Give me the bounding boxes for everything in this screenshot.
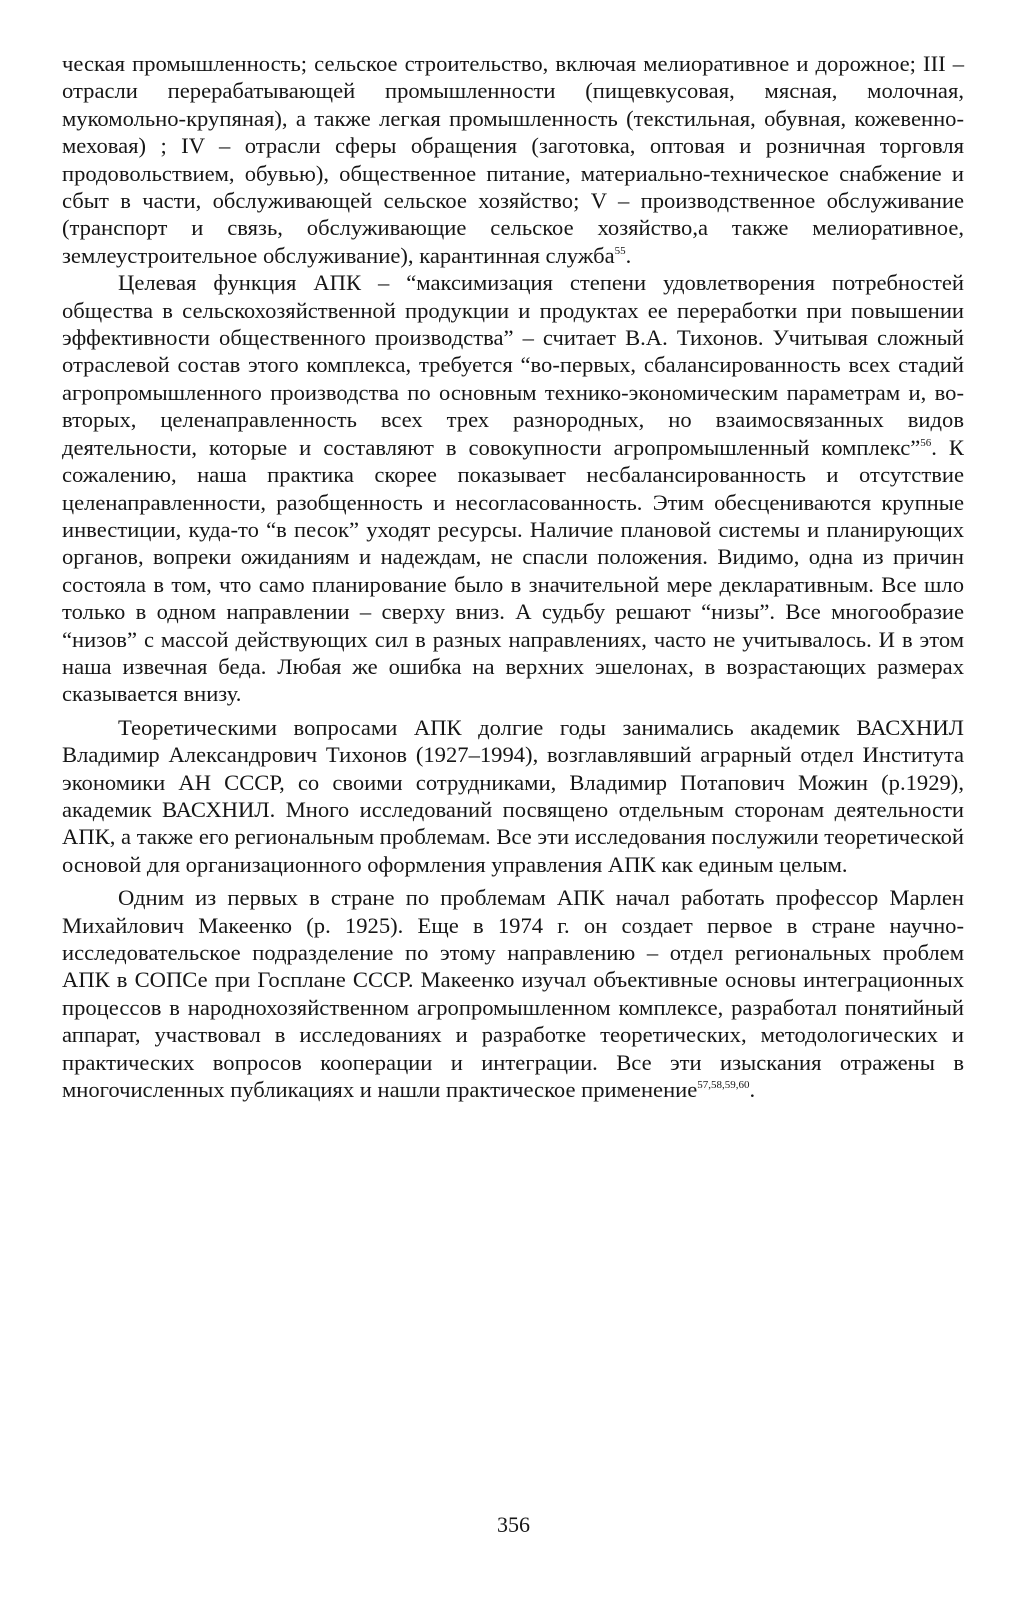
page-number: 356 bbox=[497, 1512, 530, 1537]
paragraph-text: Одним из первых в стране по проблемам АПК начал работать профессор Марлен Михайлович Макеенко (р. 1925). Еще в 1974 г. он создает первое в стране научно-исследовательское подразделение по этому направлению – отдел региональных проблем АПК в СОПСе при Госплане СССР. Макеенко изучал объективные основы интеграционных процессов в народнохозяйственном агропромышленном комплексе, разработал понятийный аппарат, участвовал в исследованиях и разработке теоретических, методологических и практических вопросов кооперации и интеграции. Все эти изыскания отражены в многочисленных публикациях и нашли практическое применение bbox=[62, 885, 964, 1103]
footnote-ref: 56 bbox=[920, 436, 932, 449]
paragraph-tail: . К сожалению, наша практика скорее показывает несбалансированность и отсутствие целенаправленности, разобщенность и несогласованность. Этим обесцениваются крупные инвестиции, куда-то “в песок” уходят ресурсы. Наличие плановой системы и планирующих органов, вопреки ожиданиям и надеждам, не спасли положения. Видимо, одна из причин состояла в том, что само планирование было в значительной мере декларативным. Все шло только в одном направлении – сверху вниз. А судьбу решают “низы”. Все многообразие “низов” с массой действующих сил в разных направлениях, часто не учитывалось. И в этом наша извечная беда. Любая же ошибка на верхних эшелонах, в возрастающих размерах сказывается внизу. bbox=[62, 434, 964, 707]
paragraph-theory bbox=[62, 714, 964, 878]
footnote-ref: 55 bbox=[614, 244, 626, 257]
paragraph-text: ческая промышленность; сельское строительство, включая мелиоративное и дорожное; III – отрасли перерабатывающей промышленности (пищевкусовая, мясная, молочная, мукомольно-крупяная), а также легкая промышленность (текстильная, обувная, кожевенно-меховая) ; IV – отрасли сферы обращения (заготовка, оптовая и розничная торговля продовольствием, обувью), общественное питание, материально-техническое снабжение и сбыт в части, обслуживающей сельское хозяйство; V – производственное обслуживание (транспорт и связь, обслуживающие сельское хозяйство,а также мелиоративное, землеустроительное обслуживание), карантинная служба bbox=[62, 51, 964, 268]
paragraph-makeenko bbox=[62, 884, 964, 1103]
paragraph-target-function bbox=[62, 269, 964, 708]
paragraph-tail: . bbox=[749, 1077, 756, 1103]
paragraph-tail: . bbox=[625, 242, 632, 268]
footnote-ref: 57,58,59,60 bbox=[697, 1079, 750, 1092]
paragraph-text: Теоретическими вопросами АПК долгие годы занимались академик ВАСХНИЛ Владимир Александрович Тихонов (1927–1994), возглавлявший аграрный отдел Института экономики АН СССР, со своими сотрудниками, Владимир Потапович Можин (р.1929), академик ВАСХНИЛ. Много исследований посвящено отдельным сторонам деятельности АПК, а также его региональным проблемам. Все эти исследования послужили теоретической основой для организационного оформления управления АПК как единым целым. bbox=[62, 714, 964, 877]
page-body bbox=[62, 50, 964, 1103]
paragraph-text: Целевая функция АПК – “максимизация степени удовлетворения потребностей общества в сельскохозяйственной продукции и продуктах ее переработки при повышении эффективности общественного производства” – считает В.А. Тихонов. Учитывая сложный отраслевой состав этого комплекса, требуется “во-первых, сбалансированность всех стадий агропромышленного производства по основным технико-экономическим параметрам и, во-вторых, целенаправленность всех трех разнородных, но взаимосвязанных видов деятельности, которые и составляют в совокупности агропромышленный комплекс” bbox=[62, 270, 964, 460]
paragraph-continuation bbox=[62, 50, 964, 269]
